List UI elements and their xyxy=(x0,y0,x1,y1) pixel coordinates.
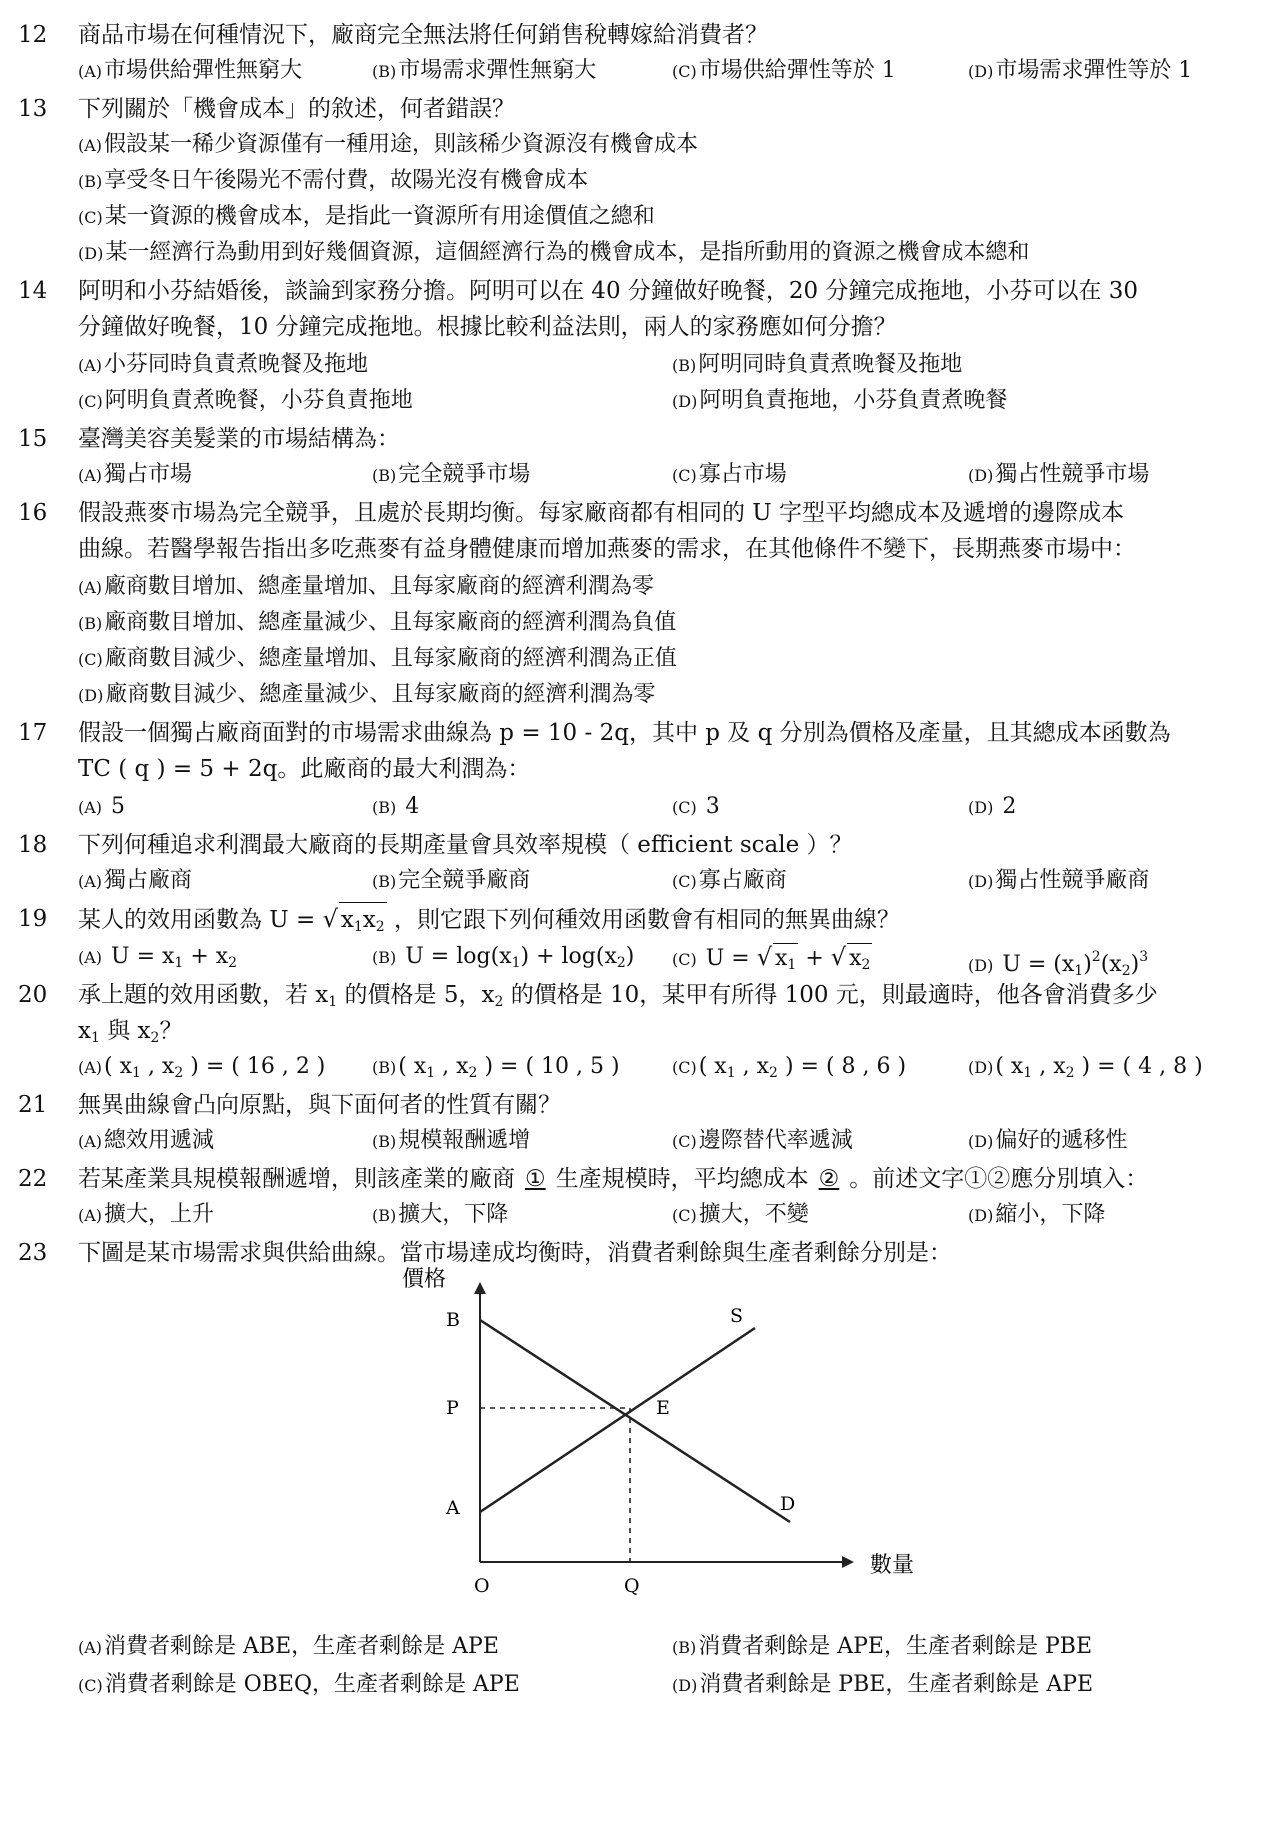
question-number: 15 xyxy=(18,426,48,452)
option-b: (B)完全競爭市場 xyxy=(372,462,531,487)
option-d: (D)獨占性競爭市場 xyxy=(968,462,1150,487)
option-b: (B)廠商數目增加、總產量減少、且每家廠商的經濟利潤為負值 xyxy=(78,610,677,635)
option-b: (B)市場需求彈性無窮大 xyxy=(372,58,597,83)
option-a: (A)獨占廠商 xyxy=(78,868,193,893)
option-b: (B)消費者剩餘是 APE，生產者剩餘是 PBE xyxy=(672,1634,1093,1659)
option-c: (C)阿明負責煮晚餐，小芬負責拖地 xyxy=(78,388,413,413)
option-c: (C)( $x_1$ , $x_2$ ) = ( 8 , 6 ) xyxy=(672,1054,907,1081)
question-stem-line2: TC ( q ) = 5 + 2q。此廠商的最大利潤為： xyxy=(78,756,531,782)
y-axis-label: 價格 xyxy=(402,1267,447,1292)
option-b: (B)阿明同時負責煮晚餐及拖地 xyxy=(672,352,963,377)
x-axis-label: 數量 xyxy=(870,1553,915,1578)
option-c: (C)邊際替代率遞減 xyxy=(672,1128,853,1153)
option-a: (A)假設某一稀少資源僅有一種用途，則該稀少資源沒有機會成本 xyxy=(78,132,699,157)
label-A: A xyxy=(446,1497,460,1519)
option-b: (B)擴大，下降 xyxy=(372,1202,509,1227)
label-P: P xyxy=(446,1397,459,1419)
option-a: (A)獨占市場 xyxy=(78,462,193,487)
option-d: (D)市場需求彈性等於 1 xyxy=(968,58,1193,83)
question-stem: 某人的效用函數為 U = √ $x_1x_2$ ，則它跟下列何種效用函數會有相同的無異曲線？ xyxy=(78,902,1258,944)
question-stem-line2: $x_1$ 與 $x_2$？ xyxy=(78,1018,183,1046)
option-d: (D)阿明負責拖地，小芬負責煮晚餐 xyxy=(672,388,1008,413)
question-number: 14 xyxy=(18,278,48,304)
option-b: (B) 4 xyxy=(372,794,420,819)
supply-demand-figure xyxy=(380,1262,940,1612)
question-stem-line2: 分鐘做好晚餐，10 分鐘完成拖地。根據比較利益法則，兩人的家務應如何分擔？ xyxy=(78,314,897,340)
question-number: 19 xyxy=(18,906,48,932)
option-b: (B)完全競爭廠商 xyxy=(372,868,531,893)
label-B: B xyxy=(446,1309,460,1331)
option-d: (D)廠商數目減少、總產量減少、且每家廠商的經濟利潤為零 xyxy=(78,682,656,707)
supply-curve xyxy=(480,1328,755,1512)
option-c: (C)擴大，不變 xyxy=(672,1202,809,1227)
option-c: (C)市場供給彈性等於 1 xyxy=(672,58,896,83)
question-stem: 若某產業具規模報酬遞增，則該產業的廠商 ① 生產規模時，平均總成本 ② 。前述文字①②應分別填入： xyxy=(78,1166,1149,1192)
question-stem: 商品市場在何種情況下，廠商完全無法將任何銷售稅轉嫁給消費者？ xyxy=(78,22,768,48)
option-d: (D)縮小，下降 xyxy=(968,1202,1106,1227)
option-a: (A) 5 xyxy=(78,794,126,819)
question-stem: 下圖是某市場需求與供給曲線。當市場達成均衡時，消費者剩餘與生產者剩餘分別是： xyxy=(78,1240,952,1266)
option-a: (A)總效用遞減 xyxy=(78,1128,215,1153)
label-S: S xyxy=(730,1305,744,1327)
question-stem: 無異曲線會凸向原點，與下面何者的性質有關？ xyxy=(78,1092,561,1118)
question-stem: 下列關於「機會成本」的敘述，何者錯誤？ xyxy=(78,96,515,122)
option-a: (A)消費者剩餘是 ABE，生產者剩餘是 APE xyxy=(78,1634,499,1659)
option-b: (B)享受冬日午後陽光不需付費，故陽光沒有機會成本 xyxy=(78,168,589,193)
option-a: (A)廠商數目增加、總產量增加、且每家廠商的經濟利潤為零 xyxy=(78,574,655,599)
question-number: 22 xyxy=(18,1166,48,1192)
option-b: (B)規模報酬遞增 xyxy=(372,1128,531,1153)
option-d: (D)某一經濟行為動用到好幾個資源，這個經濟行為的機會成本，是指所動用的資源之機會成本總和 xyxy=(78,240,1030,265)
question-number: 23 xyxy=(18,1240,48,1266)
demand-curve xyxy=(480,1320,790,1522)
option-c: (C)消費者剩餘是 OBEQ，生產者剩餘是 APE xyxy=(78,1672,520,1697)
option-c: (C) 3 xyxy=(672,794,720,819)
question-stem-line1: 假設燕麥市場為完全競爭，且處於長期均衡。每家廠商都有相同的 U 字型平均總成本及遞增的邊際成本 xyxy=(78,500,1125,526)
option-a: (A)( $x_1$ , $x_2$ ) = ( 16 , 2 ) xyxy=(78,1054,326,1081)
option-a: (A)市場供給彈性無窮大 xyxy=(78,58,303,83)
question-number: 20 xyxy=(18,982,48,1008)
question-stem-line1: 承上題的效用函數，若 $x_1$ 的價格是 5，$x_2$ 的價格是 10，某甲有所得 100 元，則最適時，他各會消費多少 xyxy=(78,982,1158,1010)
option-b: (B)( $x_1$ , $x_2$ ) = ( 10 , 5 ) xyxy=(372,1054,620,1081)
question-number: 17 xyxy=(18,720,48,746)
option-c: (C)寡占市場 xyxy=(672,462,787,487)
question-number: 21 xyxy=(18,1092,48,1118)
option-d: (D) $U = (x_1)^2(x_2)^3$ xyxy=(968,949,1149,979)
option-d: (D)獨占性競爭廠商 xyxy=(968,868,1150,893)
question-stem: 下列何種追求利潤最大廠商的長期產量會具效率規模（ efficient scale ）？ xyxy=(78,832,853,858)
option-d: (D)偏好的遞移性 xyxy=(968,1128,1128,1153)
question-number: 16 xyxy=(18,500,48,526)
label-O: O xyxy=(474,1575,490,1597)
option-d: (D)消費者剩餘是 PBE，生產者剩餘是 APE xyxy=(672,1672,1094,1697)
question-number: 13 xyxy=(18,96,48,122)
option-a: (A)小芬同時負責煮晚餐及拖地 xyxy=(78,352,369,377)
option-d: (D)( $x_1$ , $x_2$ ) = ( 4 , 8 ) xyxy=(968,1054,1203,1081)
option-b: (B) $U = \log(x_1) + \log(x_2)$ xyxy=(372,944,635,971)
option-d: (D) 2 xyxy=(968,794,1017,819)
option-c: (C)某一資源的機會成本，是指此一資源所有用途價值之總和 xyxy=(78,204,655,229)
option-c: (C)廠商數目減少、總產量增加、且每家廠商的經濟利潤為正值 xyxy=(78,646,677,671)
question-number: 18 xyxy=(18,832,48,858)
option-c: (C) U = √ $x_1$ + √ $x_2$ xyxy=(672,942,872,980)
option-c: (C)寡占廠商 xyxy=(672,868,787,893)
question-stem-line1: 假設一個獨占廠商面對的市場需求曲線為 p = 10 - 2q，其中 p 及 q 分別為價格及產量，且其總成本函數為 xyxy=(78,720,1171,746)
label-E: E xyxy=(656,1397,670,1419)
question-stem: 臺灣美容美髮業的市場結構為： xyxy=(78,426,400,452)
option-a: (A)擴大，上升 xyxy=(78,1202,215,1227)
question-number: 12 xyxy=(18,22,48,48)
option-a: (A) $U = x_1 + x_2$ xyxy=(78,944,238,971)
question-stem-line2: 曲線。若醫學報告指出多吃燕麥有益身體健康而增加燕麥的需求，在其他條件不變下，長期燕麥市場中： xyxy=(78,536,1136,562)
label-Q: Q xyxy=(624,1575,640,1597)
question-stem-line1: 阿明和小芬結婚後，談論到家務分擔。阿明可以在 40 分鐘做好晚餐，20 分鐘完成拖地，小芬可以在 30 xyxy=(78,278,1139,304)
label-D: D xyxy=(780,1493,796,1515)
